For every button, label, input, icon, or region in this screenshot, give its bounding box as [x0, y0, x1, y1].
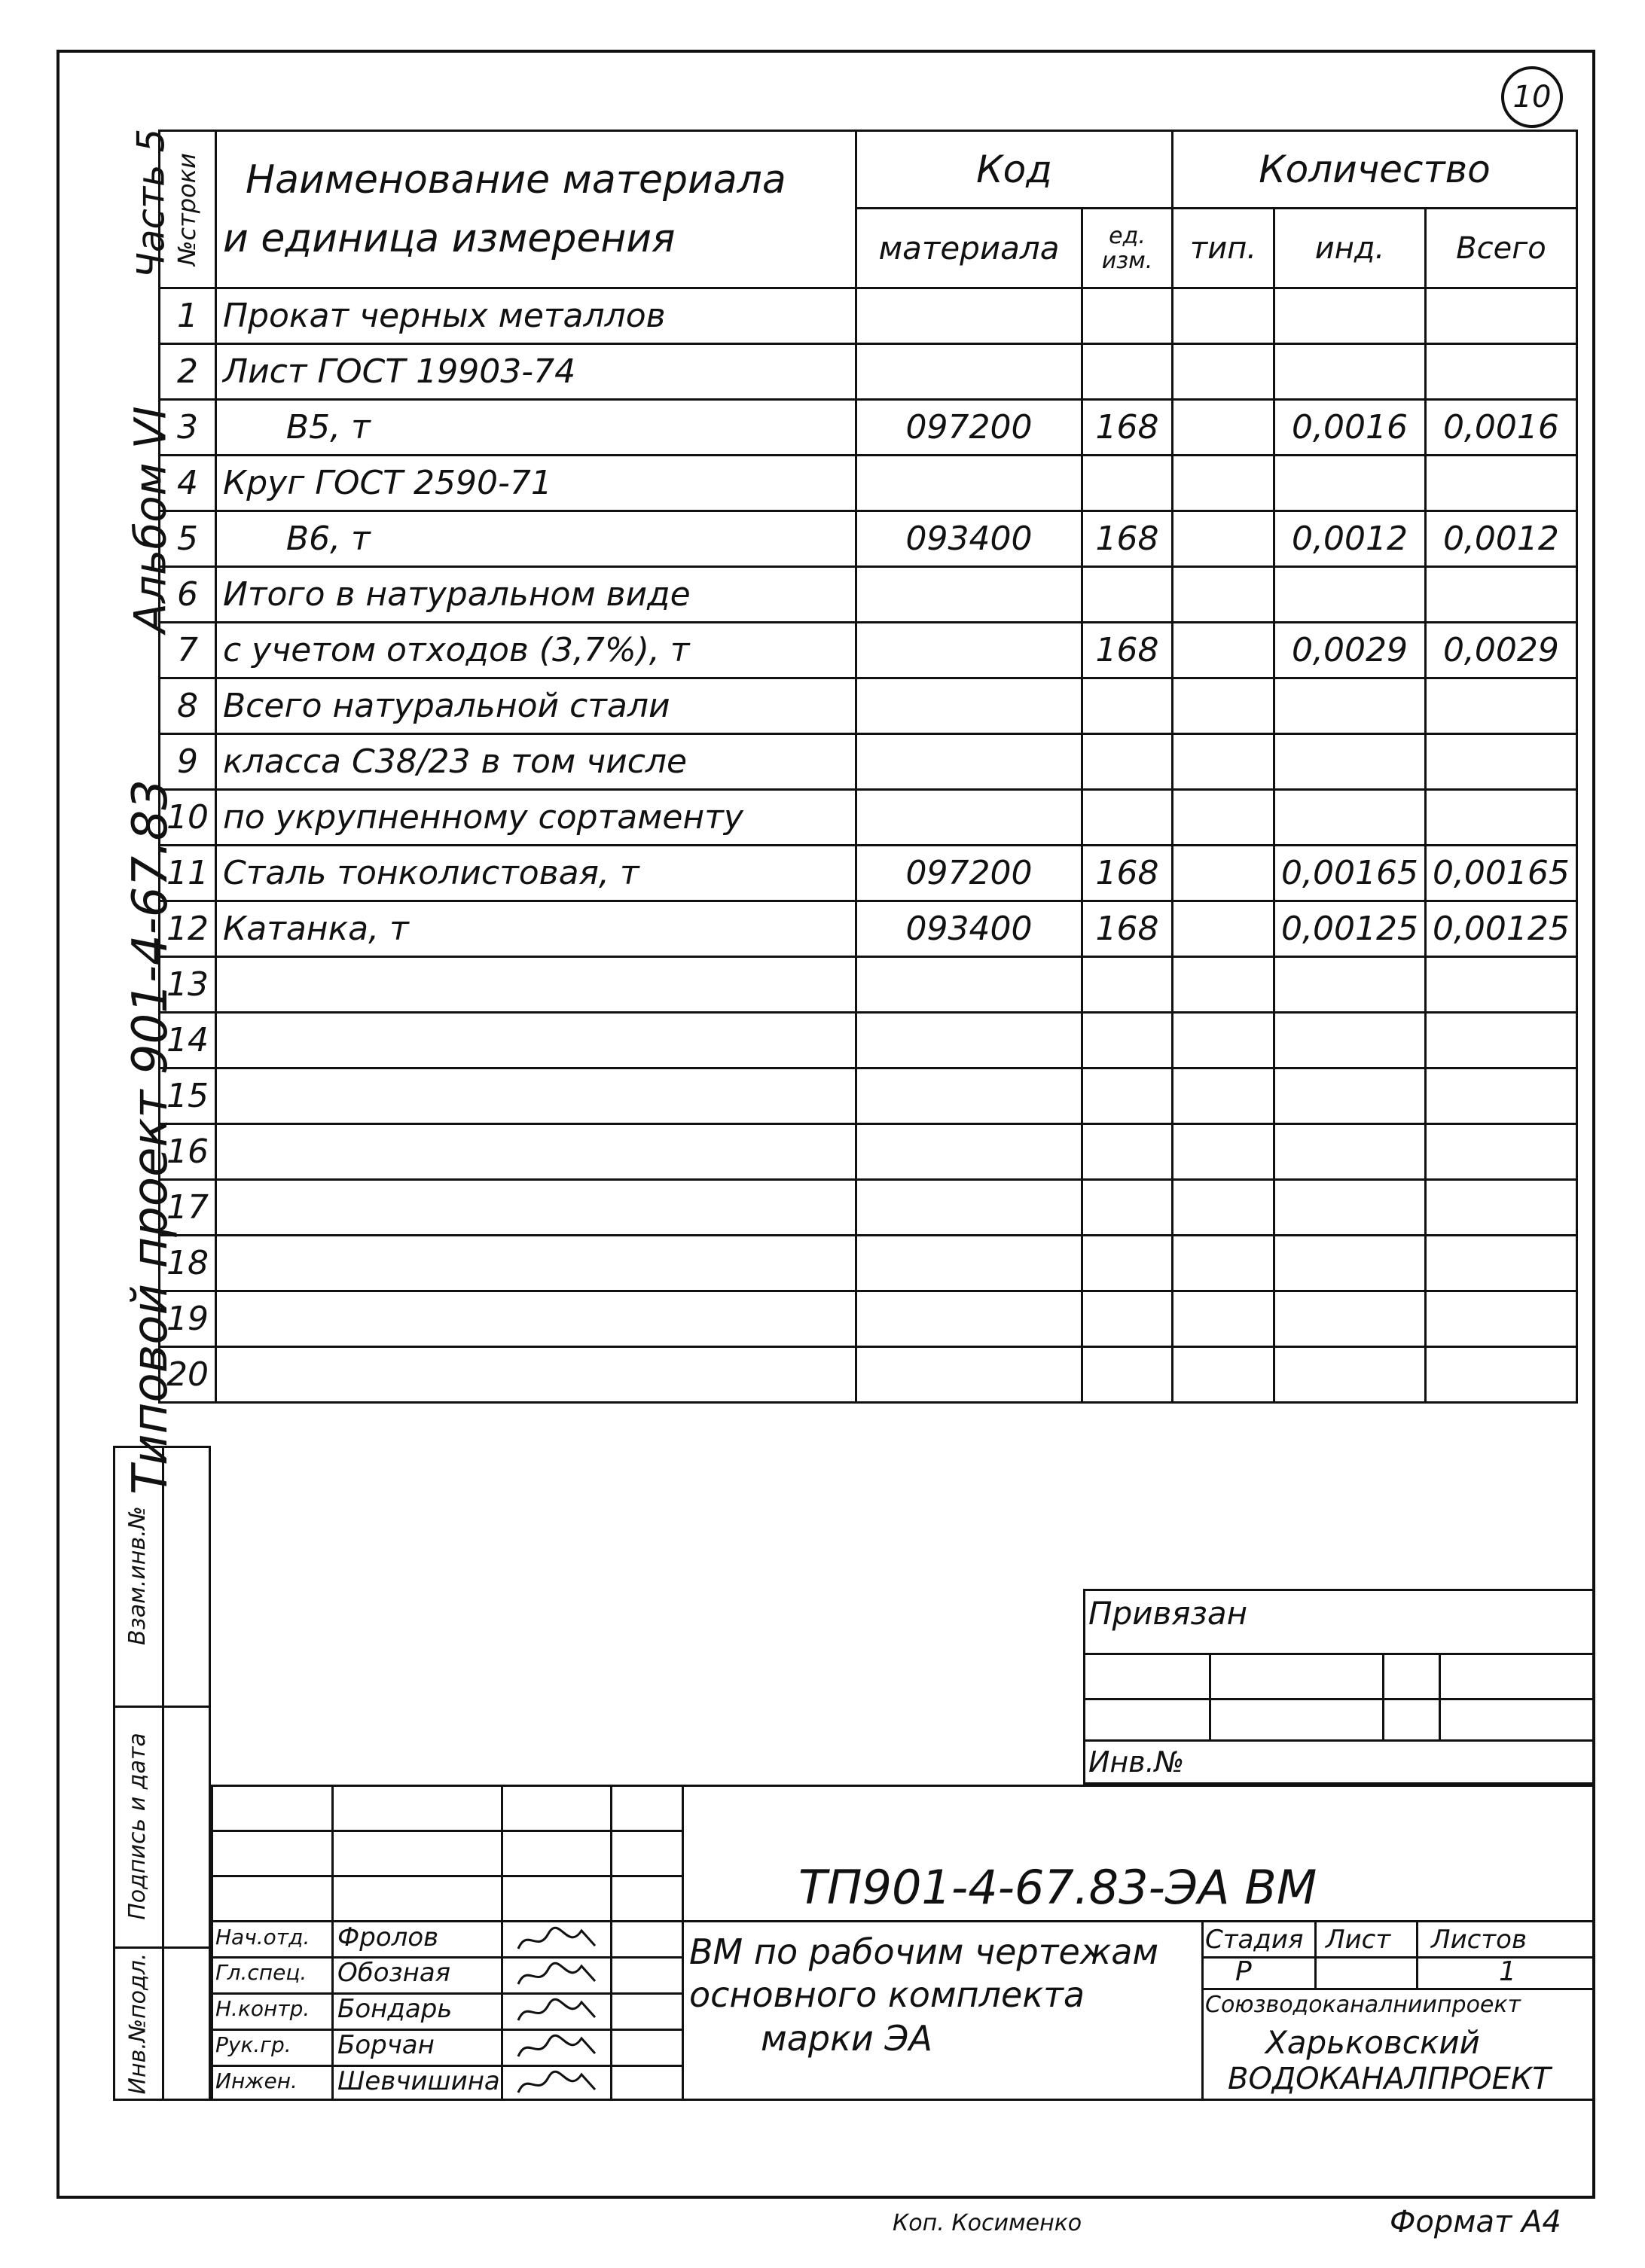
row-name [216, 1236, 856, 1291]
row-unit [1082, 1236, 1173, 1291]
handwritten-signature [512, 1995, 603, 2028]
row-name: класса С38/23 в том числе [216, 734, 856, 790]
row-qty-ind [1274, 1291, 1426, 1347]
table-row [160, 846, 1577, 901]
row-unit: 168 [1082, 846, 1173, 901]
copied-by: Коп. Косименко [893, 2210, 1082, 2236]
sheet-number: 10 [1512, 80, 1552, 114]
row-unit [1082, 1291, 1173, 1347]
header-qty-ind: инд. [1274, 209, 1426, 288]
designation: ТП901-4-67.83-ЭА ВМ [798, 1860, 1317, 1915]
row-name: Лист ГОСТ 19903-74 [216, 344, 856, 400]
signature-name: Фролов [337, 1922, 439, 1952]
row-name [216, 1347, 856, 1403]
row-qty-tip [1173, 1291, 1274, 1347]
table-row [160, 511, 1577, 567]
row-unit [1082, 1013, 1173, 1068]
row-code [856, 1068, 1082, 1124]
row-qty-ind: 0,00125 [1274, 901, 1426, 957]
row-number: 1 [160, 288, 216, 344]
row-code [856, 1347, 1082, 1403]
row-name: Всего натуральной стали [216, 678, 856, 734]
row-qty-tip [1173, 400, 1274, 456]
signature-role: Н.контр. [215, 1996, 310, 2021]
row-qty-tip [1173, 344, 1274, 400]
row-code: 097200 [856, 846, 1082, 901]
row-code [856, 288, 1082, 344]
description-line1: ВМ по рабочим чертежам [689, 1931, 1159, 1972]
row-number: 5 [160, 511, 216, 567]
row-qty-ind [1274, 1347, 1426, 1403]
header-name: Наименование материала и единица измерения [216, 131, 856, 288]
row-number: 20 [160, 1347, 216, 1403]
row-unit: 168 [1082, 511, 1173, 567]
signature-name: Бондарь [337, 1994, 453, 2024]
row-qty-tip [1173, 901, 1274, 957]
row-qty-all [1425, 1236, 1576, 1291]
row-number: 9 [160, 734, 216, 790]
table-row [160, 1124, 1577, 1180]
row-name: Сталь тонколистовая, т [216, 846, 856, 901]
row-code [856, 957, 1082, 1013]
row-code [856, 344, 1082, 400]
row-code [856, 1291, 1082, 1347]
row-unit: 168 [1082, 623, 1173, 678]
table-row [160, 623, 1577, 678]
row-number: 11 [160, 846, 216, 901]
row-unit [1082, 734, 1173, 790]
row-unit [1082, 1068, 1173, 1124]
row-number: 3 [160, 400, 216, 456]
table-row [160, 1180, 1577, 1236]
stage-value: Р [1235, 1956, 1252, 1987]
header-code: Код [856, 131, 1173, 209]
row-qty-tip [1173, 790, 1274, 846]
row-qty-tip [1173, 288, 1274, 344]
row-qty-ind [1274, 734, 1426, 790]
table-row [160, 1347, 1577, 1403]
signature-name: Борчан [337, 2030, 435, 2060]
row-qty-tip [1173, 623, 1274, 678]
row-name [216, 1013, 856, 1068]
table-row [160, 1013, 1577, 1068]
row-code [856, 567, 1082, 623]
handwritten-signature [512, 1923, 603, 1956]
row-name: В6, т [216, 511, 856, 567]
row-name: Итого в натуральном виде [216, 567, 856, 623]
row-qty-all [1425, 567, 1576, 623]
row-qty-all [1425, 1068, 1576, 1124]
row-qty-ind: 0,0016 [1274, 400, 1426, 456]
stage-label: Стадия [1205, 1925, 1304, 1955]
table-row [160, 344, 1577, 400]
row-number: 13 [160, 957, 216, 1013]
table-row [160, 567, 1577, 623]
row-qty-ind: 0,0012 [1274, 511, 1426, 567]
row-number: 4 [160, 456, 216, 511]
row-qty-all [1425, 1180, 1576, 1236]
row-qty-tip [1173, 456, 1274, 511]
row-qty-all [1425, 1124, 1576, 1180]
row-qty-tip [1173, 846, 1274, 901]
row-qty-ind [1274, 344, 1426, 400]
row-qty-ind [1274, 1124, 1426, 1180]
row-qty-tip [1173, 734, 1274, 790]
row-name [216, 1124, 856, 1180]
org-line1: Союзводоканалниипроект [1205, 1992, 1521, 2018]
row-code [856, 1236, 1082, 1291]
row-name: Круг ГОСТ 2590-71 [216, 456, 856, 511]
table-row [160, 957, 1577, 1013]
row-qty-all [1425, 456, 1576, 511]
table-row [160, 678, 1577, 734]
header-code-material: материала [856, 209, 1082, 288]
sheets-value: 1 [1499, 1956, 1516, 1987]
row-qty-all [1425, 1347, 1576, 1403]
row-name: Прокат черных металлов [216, 288, 856, 344]
row-name: В5, т [216, 400, 856, 456]
inv-podl-label: Инв.№подл. [124, 1952, 151, 2095]
sheets-label: Листов [1431, 1925, 1528, 1955]
row-code [856, 1013, 1082, 1068]
row-code: 093400 [856, 901, 1082, 957]
row-name: Катанка, т [216, 901, 856, 957]
row-qty-all: 0,0012 [1425, 511, 1576, 567]
header-quantity: Количество [1173, 131, 1577, 209]
side-album-text: Альбом VI [125, 406, 177, 633]
side-project-text: Типовой проект 901-4-67.83 [123, 779, 179, 1495]
row-number: 16 [160, 1124, 216, 1180]
material-table [158, 130, 1578, 1404]
row-number: 2 [160, 344, 216, 400]
signature-role: Нач.отд. [215, 1925, 310, 1949]
row-unit [1082, 567, 1173, 623]
row-name: с учетом отходов (3,7%), т [216, 623, 856, 678]
row-unit [1082, 678, 1173, 734]
table-row [160, 288, 1577, 344]
signature-role: Гл.спец. [215, 1960, 307, 1985]
row-unit [1082, 957, 1173, 1013]
table-row [160, 456, 1577, 511]
row-code: 093400 [856, 511, 1082, 567]
row-number: 18 [160, 1236, 216, 1291]
row-qty-tip [1173, 567, 1274, 623]
header-row-no: №строки [160, 131, 216, 288]
row-code [856, 790, 1082, 846]
row-name [216, 957, 856, 1013]
row-code [856, 678, 1082, 734]
row-qty-ind: 0,0029 [1274, 623, 1426, 678]
row-qty-tip [1173, 1068, 1274, 1124]
row-name: по укрупненному сортаменту [216, 790, 856, 846]
row-qty-ind [1274, 567, 1426, 623]
row-name [216, 1180, 856, 1236]
row-unit: 168 [1082, 901, 1173, 957]
sheet-number-circle [1501, 66, 1563, 128]
row-unit [1082, 344, 1173, 400]
row-unit [1082, 288, 1173, 344]
row-qty-ind [1274, 790, 1426, 846]
signature-name: Обозная [337, 1958, 451, 1988]
format-label: Формат А4 [1390, 2205, 1561, 2239]
row-number: 10 [160, 790, 216, 846]
row-qty-all: 0,0029 [1425, 623, 1576, 678]
inv-no-label: Инв.№ [1088, 1745, 1185, 1779]
row-number: 14 [160, 1013, 216, 1068]
row-unit [1082, 1124, 1173, 1180]
description-line2: основного комплекта [689, 1974, 1085, 2015]
org-line3: ВОДОКАНАЛПРОЕКТ [1228, 2062, 1551, 2096]
sheet-label: Лист [1326, 1925, 1391, 1955]
header-code-unit: ед. изм. [1082, 209, 1173, 288]
row-qty-ind [1274, 1068, 1426, 1124]
row-code [856, 623, 1082, 678]
table-row [160, 1291, 1577, 1347]
row-name [216, 1291, 856, 1347]
row-qty-tip [1173, 1013, 1274, 1068]
handwritten-signature [512, 1959, 603, 1992]
row-qty-tip [1173, 1347, 1274, 1403]
row-qty-all [1425, 344, 1576, 400]
row-code [856, 456, 1082, 511]
table-row [160, 400, 1577, 456]
row-number: 7 [160, 623, 216, 678]
description-line3: марки ЭА [761, 2018, 932, 2059]
row-code [856, 1180, 1082, 1236]
row-number: 19 [160, 1291, 216, 1347]
row-qty-ind [1274, 1013, 1426, 1068]
signature-role: Инжен. [215, 2068, 298, 2093]
row-unit [1082, 1180, 1173, 1236]
row-unit [1082, 790, 1173, 846]
handwritten-signature [512, 2067, 603, 2100]
row-qty-tip [1173, 1180, 1274, 1236]
row-code [856, 734, 1082, 790]
row-qty-all: 0,00125 [1425, 901, 1576, 957]
row-unit [1082, 456, 1173, 511]
privyazan-label: Привязан [1088, 1595, 1248, 1632]
table-row [160, 734, 1577, 790]
signature-name: Шевчишина [337, 2066, 500, 2096]
row-qty-ind [1274, 1180, 1426, 1236]
row-qty-tip [1173, 1236, 1274, 1291]
row-code: 097200 [856, 400, 1082, 456]
row-qty-all [1425, 790, 1576, 846]
podpis-data-label: Подпись и дата [124, 1732, 151, 1920]
row-qty-ind: 0,00165 [1274, 846, 1426, 901]
side-part-text: Часть 5 [129, 128, 172, 279]
row-unit: 168 [1082, 400, 1173, 456]
row-qty-tip [1173, 957, 1274, 1013]
row-number: 8 [160, 678, 216, 734]
row-code [856, 1124, 1082, 1180]
row-number: 17 [160, 1180, 216, 1236]
row-qty-ind [1274, 288, 1426, 344]
table-row [160, 901, 1577, 957]
row-qty-all [1425, 288, 1576, 344]
table-row [160, 1236, 1577, 1291]
header-qty-tip: тип. [1173, 209, 1274, 288]
row-qty-ind [1274, 957, 1426, 1013]
row-qty-ind [1274, 456, 1426, 511]
row-qty-all [1425, 678, 1576, 734]
org-line2: Харьковский [1265, 2024, 1480, 2061]
signature-role: Рук.гр. [215, 2032, 291, 2057]
row-number: 15 [160, 1068, 216, 1124]
row-number: 6 [160, 567, 216, 623]
row-unit [1082, 1347, 1173, 1403]
row-qty-ind [1274, 1236, 1426, 1291]
row-qty-all [1425, 1013, 1576, 1068]
handwritten-signature [512, 2031, 603, 2064]
row-qty-tip [1173, 511, 1274, 567]
table-row [160, 790, 1577, 846]
table-row [160, 1068, 1577, 1124]
row-qty-all: 0,0016 [1425, 400, 1576, 456]
row-qty-ind [1274, 678, 1426, 734]
vzam-inv-label: Взам.инв.№ [124, 1506, 151, 1645]
row-name [216, 1068, 856, 1124]
table-header-row [160, 131, 1577, 209]
row-qty-tip [1173, 678, 1274, 734]
row-qty-all [1425, 1291, 1576, 1347]
row-qty-all: 0,00165 [1425, 846, 1576, 901]
row-qty-tip [1173, 1124, 1274, 1180]
header-qty-all: Всего [1425, 209, 1576, 288]
row-qty-all [1425, 957, 1576, 1013]
row-qty-all [1425, 734, 1576, 790]
row-number: 12 [160, 901, 216, 957]
